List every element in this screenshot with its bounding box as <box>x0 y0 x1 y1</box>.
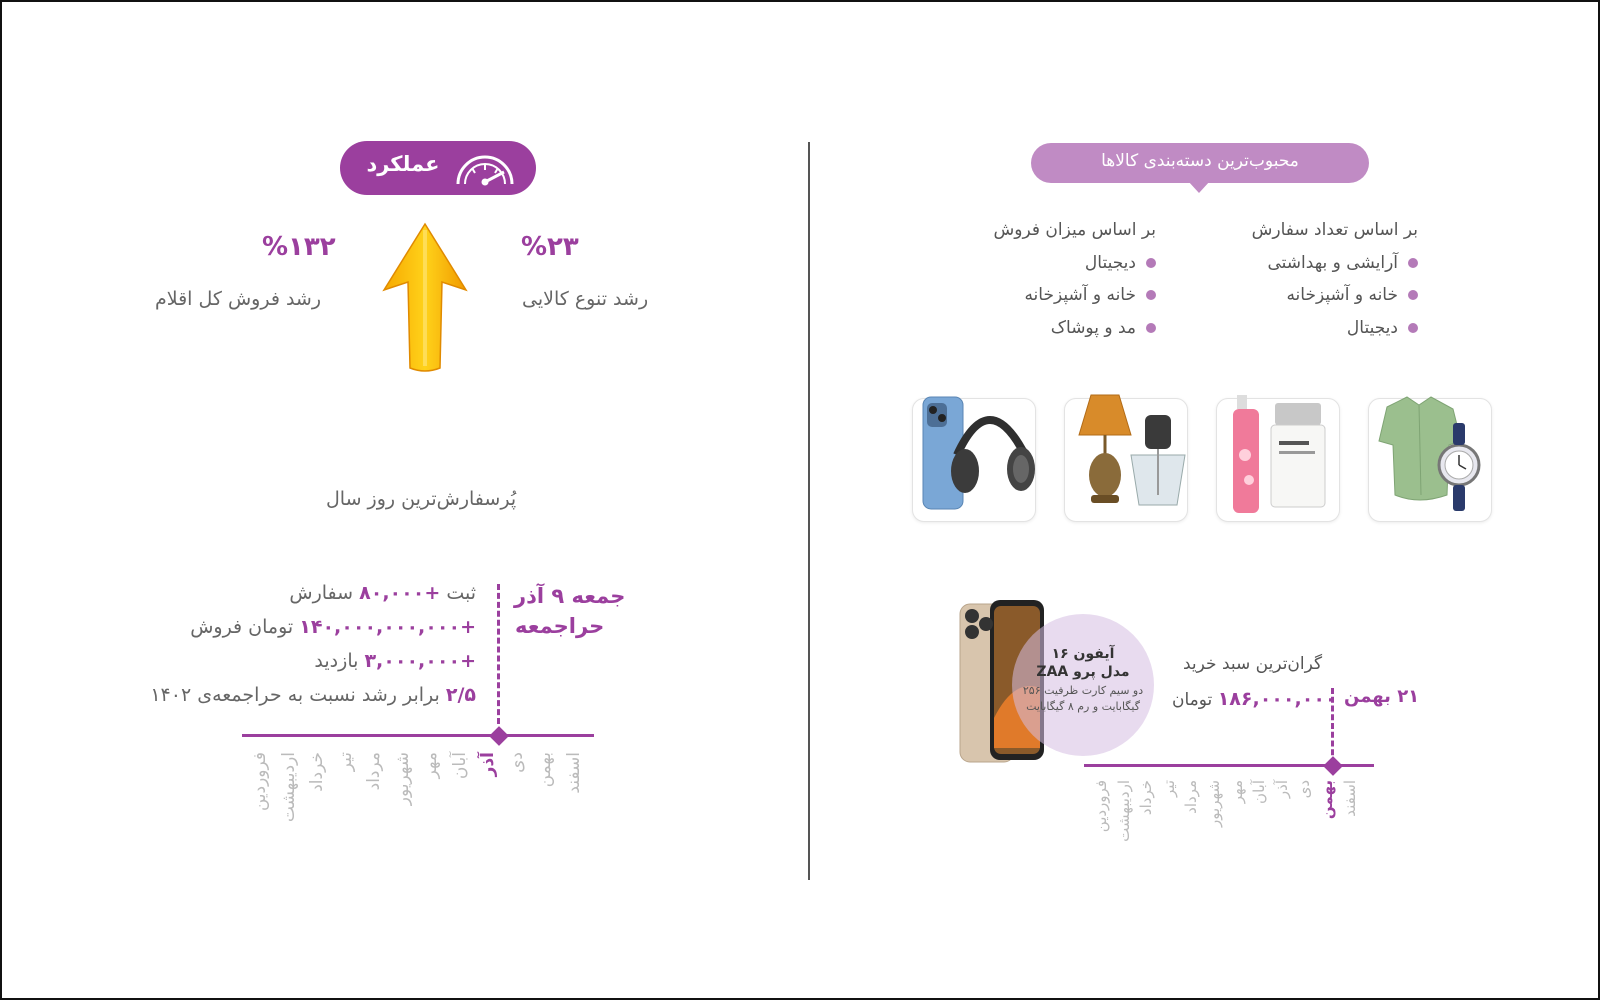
growth-value: ۲/۵ <box>445 684 476 706</box>
month-label: اسفند <box>1340 780 1359 817</box>
product-card-fashion <box>1368 398 1492 522</box>
month-label: آذر <box>478 752 498 777</box>
month-label: اسفند <box>563 752 584 794</box>
sales-line <box>190 616 476 638</box>
diversity-growth-value: %۲۳ <box>521 232 579 262</box>
bullet-icon <box>1408 258 1418 268</box>
sales-suffix: تومان فروش <box>190 616 294 638</box>
growth-arrow-icon <box>380 220 470 375</box>
diversity-growth-label: رشد تنوع کالایی <box>522 288 649 310</box>
busiest-day-date: جمعه ۹ آذر <box>514 584 626 608</box>
by-sales-item-label: مد و پوشاک <box>1050 318 1136 338</box>
busiest-day-marker-line <box>497 584 500 724</box>
month-label: خرداد <box>307 752 327 792</box>
product-card-home <box>1064 398 1188 522</box>
orders-suffix: سفارش <box>289 582 354 604</box>
month-label: مهر <box>1227 780 1246 804</box>
visits-line <box>314 650 476 672</box>
product-card-cosmetics <box>1216 398 1340 522</box>
sales-value: +۱۴۰,۰۰۰,۰۰۰,۰۰۰ <box>299 616 476 638</box>
sales-growth-value: %۱۳۲ <box>262 232 336 262</box>
basket-currency: تومان <box>1172 690 1213 710</box>
month-label: آذر <box>1272 780 1291 799</box>
month-label: شهریور <box>392 752 413 806</box>
by-orders-item <box>1268 253 1419 273</box>
basket-date: ۲۱ بهمن <box>1344 686 1420 707</box>
busiest-day-title: پُرسفارش‌ترین روز سال <box>326 488 517 510</box>
month-label: اردیبهشت <box>1114 780 1133 842</box>
shirt-watch-image <box>1369 385 1491 521</box>
product-name: آیفون ۱۶ <box>1051 646 1115 662</box>
orders-prefix: ثبت <box>446 582 476 604</box>
speedometer-icon <box>452 148 518 188</box>
by-orders-item-label: آرایشی و بهداشتی <box>1267 253 1398 273</box>
by-sales-item <box>1051 318 1156 338</box>
sales-growth-label: رشد فروش کل اقلام <box>155 288 322 310</box>
month-label: خرداد <box>1137 780 1156 816</box>
orders-value: +۸۰,۰۰۰ <box>359 582 441 604</box>
by-orders-item-label: خانه و آشپزخانه <box>1286 285 1398 305</box>
center-divider <box>808 142 810 880</box>
month-label: اردیبهشت <box>278 752 299 823</box>
product-desc-line: دو سیم کارت ظرفیت ۲۵۶ <box>1022 684 1144 697</box>
performance-label: عملکرد <box>366 152 440 176</box>
by-orders-item-label: دیجیتال <box>1346 318 1398 338</box>
product-desc-line: گیگابایت و رم ۸ گیگابایت <box>1026 700 1140 713</box>
basket-amount-line <box>1172 688 1337 710</box>
orders-line <box>289 582 476 604</box>
month-label: فروردین <box>1092 780 1110 833</box>
growth-suffix: برابر رشد نسبت به حراجمعه‌ی ۱۴۰۲ <box>150 684 440 706</box>
month-label: دی <box>506 752 527 773</box>
bullet-icon <box>1146 290 1156 300</box>
bullet-icon <box>1408 323 1418 333</box>
by-sales-item <box>1024 285 1156 305</box>
month-label: مرداد <box>364 752 384 791</box>
by-sales-item-label: خانه و آشپزخانه <box>1024 285 1136 305</box>
lamp-chopper-image <box>1065 385 1187 521</box>
categories-title: محبوب‌ترین دسته‌بندی کالاها <box>1101 151 1299 171</box>
month-label: تیر <box>335 752 356 772</box>
month-label: مرداد <box>1182 780 1201 814</box>
phone-headphones-image <box>913 385 1035 521</box>
bullet-icon <box>1146 323 1156 333</box>
month-label: بهمن <box>535 752 555 788</box>
growth-line <box>150 684 476 706</box>
by-orders-item <box>1347 318 1418 338</box>
product-card-digital <box>912 398 1036 522</box>
month-label: بهمن <box>1318 780 1336 820</box>
visits-suffix: بازدید <box>314 650 359 672</box>
month-label: شهریور <box>1205 780 1223 827</box>
product-description <box>1012 683 1154 715</box>
month-label: مهر <box>421 752 441 779</box>
month-label: آبان <box>449 752 470 780</box>
busiest-day-timeline <box>242 734 594 737</box>
month-label: تیر <box>1159 780 1178 797</box>
by-orders-heading: بر اساس تعداد سفارش <box>1251 220 1418 240</box>
cosmetics-image <box>1217 385 1339 521</box>
month-label: آبان <box>1250 780 1269 804</box>
by-sales-item-label: دیجیتال <box>1084 253 1136 273</box>
by-sales-heading: بر اساس میزان فروش <box>993 220 1156 240</box>
bullet-icon <box>1146 258 1156 268</box>
visits-value: +۳,۰۰۰,۰۰۰ <box>364 650 476 672</box>
busiest-day-event: حراجمعه <box>515 614 605 638</box>
categories-badge-pointer <box>1188 181 1210 193</box>
basket-marker-line <box>1331 688 1334 764</box>
product-model: مدل پرو ZAA <box>1036 664 1130 680</box>
by-orders-item <box>1286 285 1418 305</box>
by-sales-item <box>1085 253 1156 273</box>
bullet-icon <box>1408 290 1418 300</box>
basket-title: گران‌ترین سبد خرید <box>1183 654 1323 674</box>
month-label: دی <box>1295 780 1314 799</box>
basket-amount: ۱۸۶,۰۰۰,۰۰۰ <box>1217 688 1337 710</box>
month-label: فروردین <box>250 752 270 812</box>
